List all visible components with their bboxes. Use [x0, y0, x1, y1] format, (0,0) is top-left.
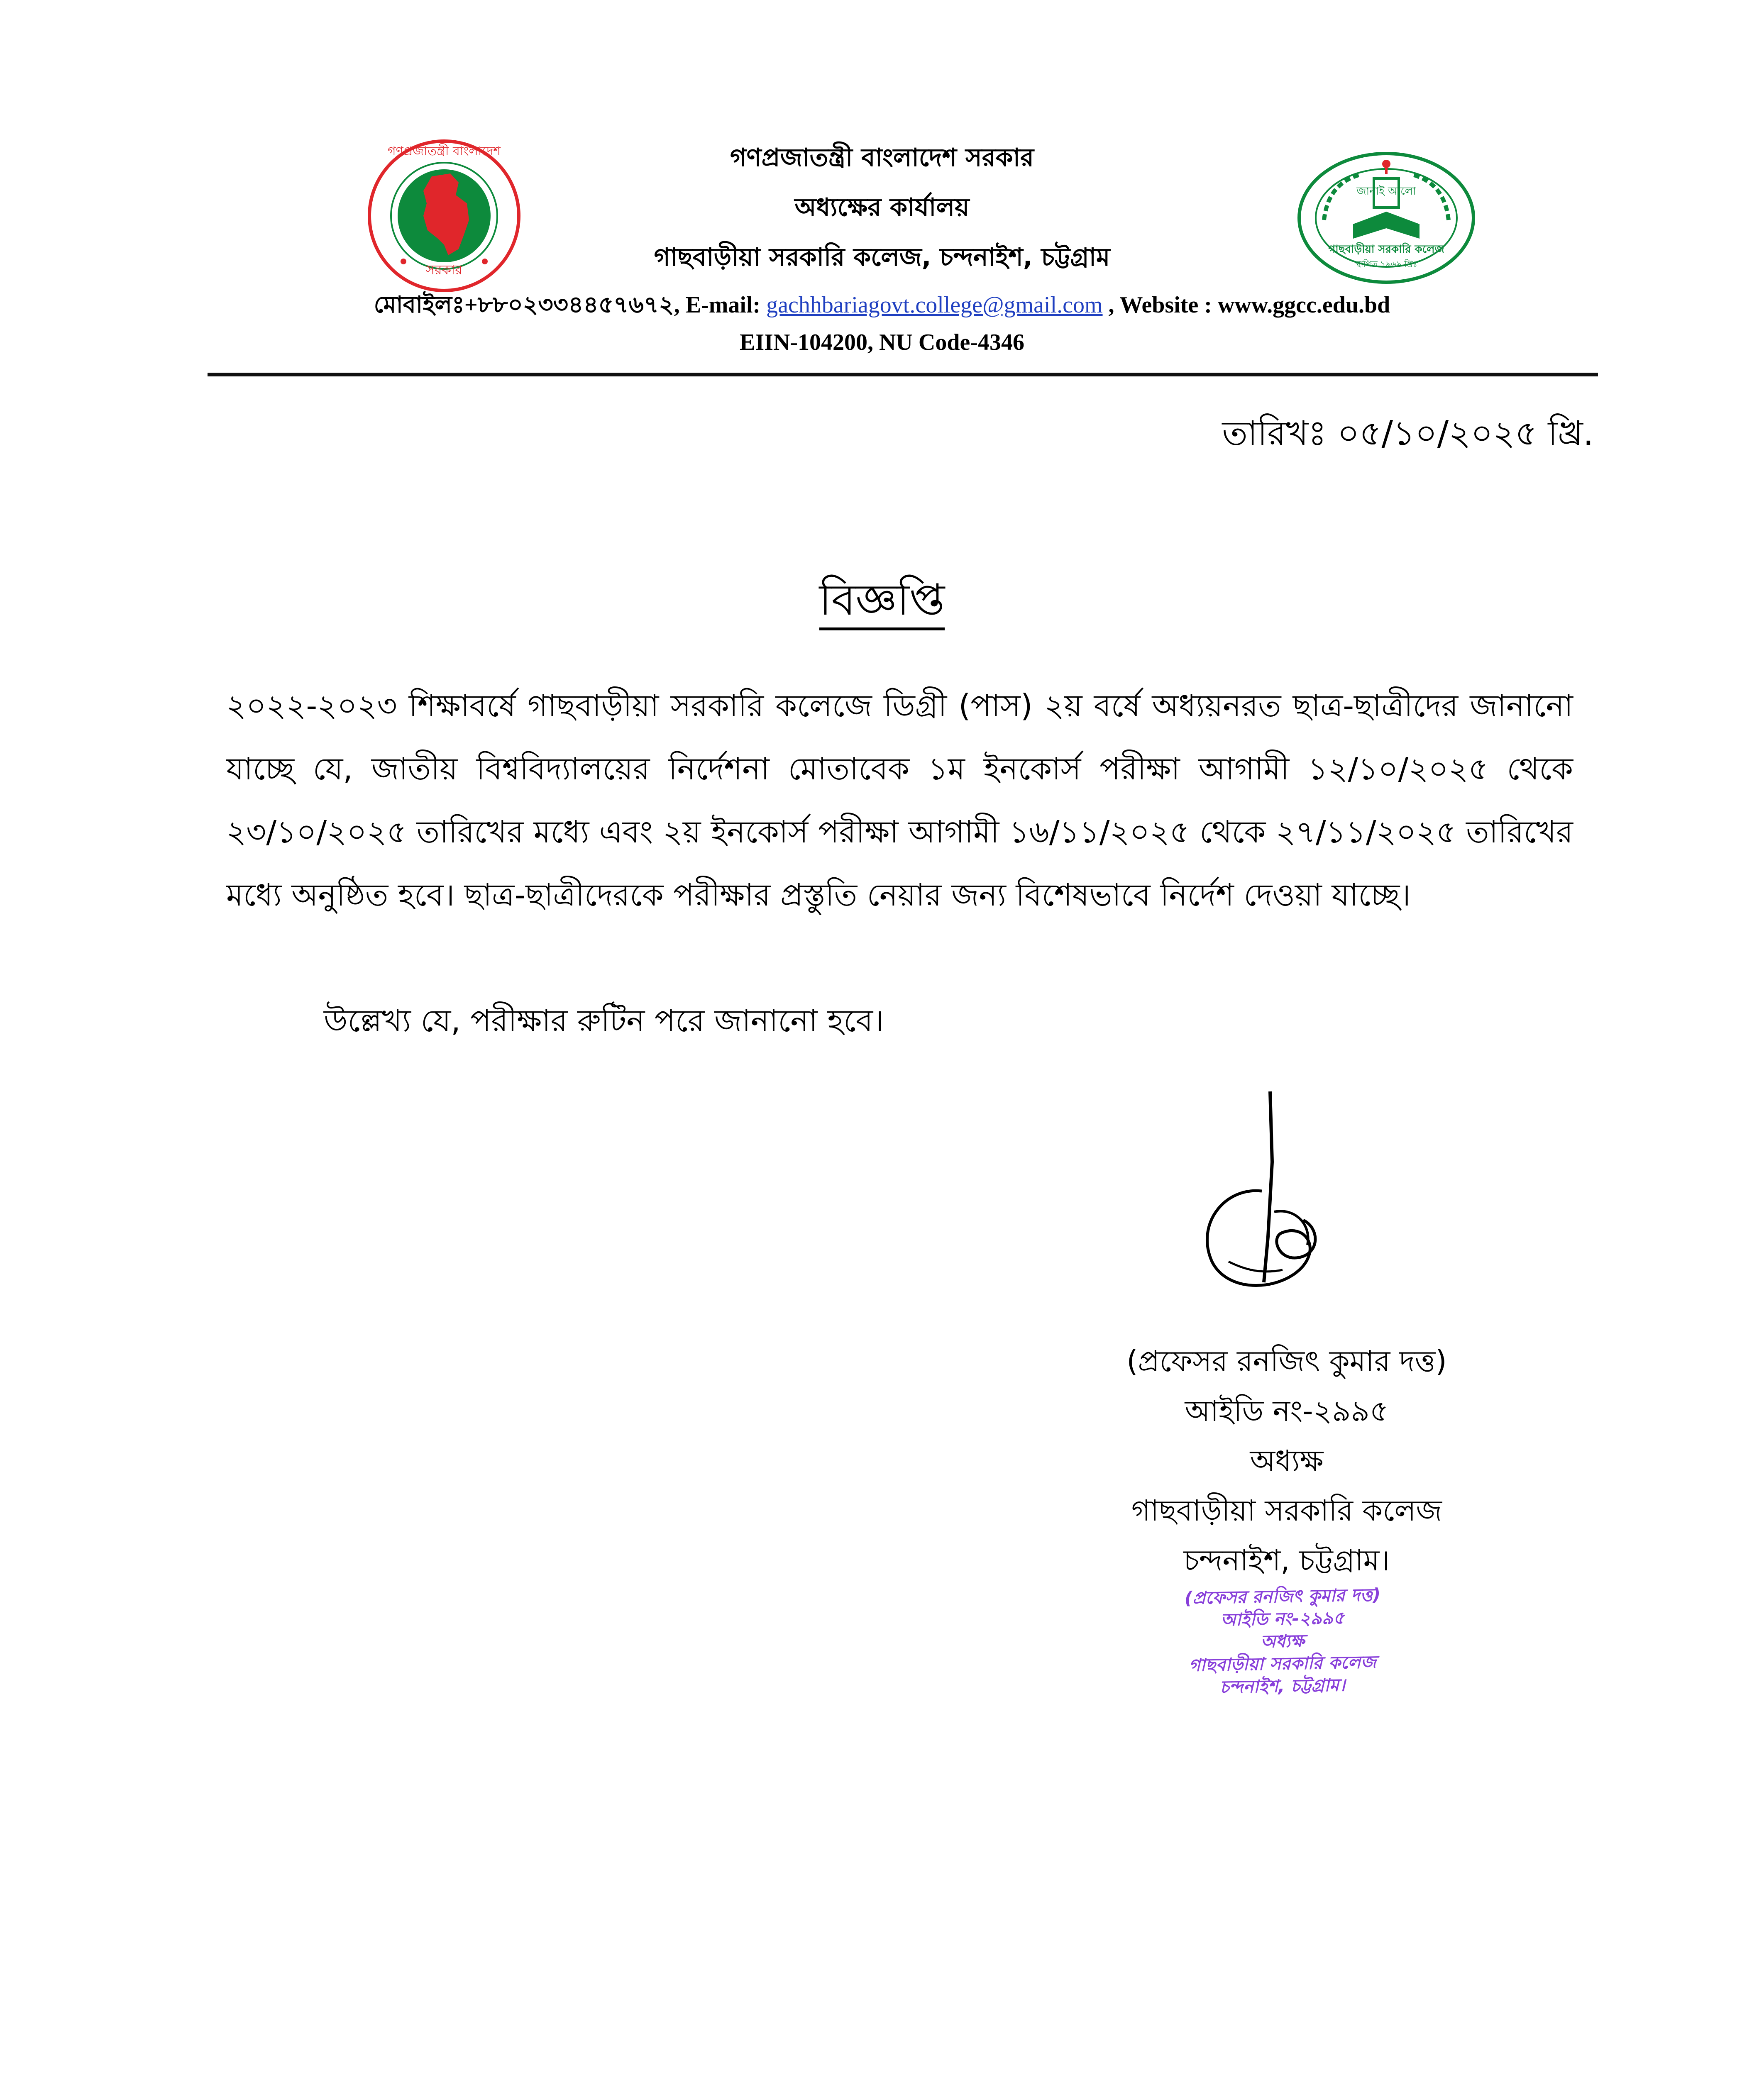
notice-title-text: বিজ্ঞপ্তি	[819, 574, 945, 630]
header-divider	[208, 373, 1598, 376]
signatory-location: চন্দনাইশ, চট্টগ্রাম।	[1183, 1543, 1390, 1577]
notice-note: উল্লেখ্য যে, পরীক্ষার রুটিন পরে জানানো হবে।	[324, 1003, 884, 1039]
college-emblem-name: গাছবাড়ীয়া সরকারি কলেজ	[1328, 243, 1444, 256]
signatory-designation: অধ্যক্ষ	[1250, 1444, 1324, 1478]
stamp-id: আইডি নং-২৯৯৫	[1220, 1607, 1345, 1630]
government-seal-text-top: গণপ্রজাতন্ত্রী বাংলাদেশ	[387, 144, 501, 159]
header-contact-line	[249, 290, 1515, 320]
header-government-name: গণপ্রজাতন্ত্রী বাংলাদেশ সরকার	[730, 143, 1034, 172]
principal-signature	[1179, 1087, 1370, 1320]
stamp-location: চন্দনাইশ, চট্টগ্রাম।	[1219, 1675, 1346, 1697]
signatory-college: গাছবাড়ীয়া সরকারি কলেজ	[1131, 1494, 1442, 1528]
header-email-link[interactable]: gachhbariagovt.college@gmail.com	[766, 292, 1103, 318]
college-emblem-year: স্থাপিত ১৯৬৯ খ্রিঃ	[1355, 259, 1417, 269]
government-seal-text-bottom: সরকার	[425, 262, 462, 278]
header-codes: EIIN-104200, NU Code-4346	[740, 330, 1024, 355]
header-office-name: অধ্যক্ষের কার্যালয়	[794, 193, 970, 222]
notice-date: তারিখঃ ০৫/১০/২০২৫ খ্রি.	[1222, 414, 1594, 453]
signatory-name: (প্রফেসর রনজিৎ কুমার দত্ত)	[1126, 1344, 1447, 1378]
stamp-college: গাছবাড়ীয়া সরকারি কলেজ	[1188, 1652, 1377, 1675]
stamp-designation: অধ্যক্ষ	[1260, 1631, 1305, 1652]
header-website: , Website : www.ggcc.edu.bd	[1108, 292, 1390, 318]
notice-title	[0, 573, 1764, 627]
stamp-name: (প্রফেসর রনজিৎ কুমার দত্ত)	[1184, 1584, 1381, 1609]
college-emblem-motto: জানাই আলো	[1356, 185, 1416, 198]
signatory-id: আইডি নং-২৯৯৫	[1185, 1394, 1389, 1428]
header-mobile: মোবাইলঃ+৮৮০২৩৩৪৪৫৭৬৭২, E-mail:	[374, 292, 761, 318]
header-college-name: গাছবাড়ীয়া সরকারি কলেজ, চন্দনাইশ, চট্টগ্রাম	[654, 243, 1110, 272]
notice-body: ২০২২-২০২৩ শিক্ষাবর্ষে গাছবাড়ীয়া সরকারি কলেজে ডিগ্রী (পাস) ২য় বর্ষে অধ্যয়নরত ছাত্র-ছাত্রীদের জানানো যাচ্ছে যে, জাতীয় বিশ্ববিদ্যালয়ের নির্দেশনা মোতাবেক ১ম ইনকোর্স পরীক্ষা আগামী ১২/১০/২০২৫ থেকে ২৩/১০/২০২৫ তারিখের মধ্যে এবং ২য় ইনকোর্স পরীক্ষা আগামী ১৬/১১/২০২৫ থেকে ২৭/১১/২০২৫ তারিখের মধ্যে অনুষ্ঠিত হবে। ছাত্র-ছাত্রীদেরকে পরীক্ষার প্রস্তুতি নেয়ার জন্য বিশেষভাবে নির্দেশ দেওয়া যাচ্ছে।	[226, 688, 1573, 913]
